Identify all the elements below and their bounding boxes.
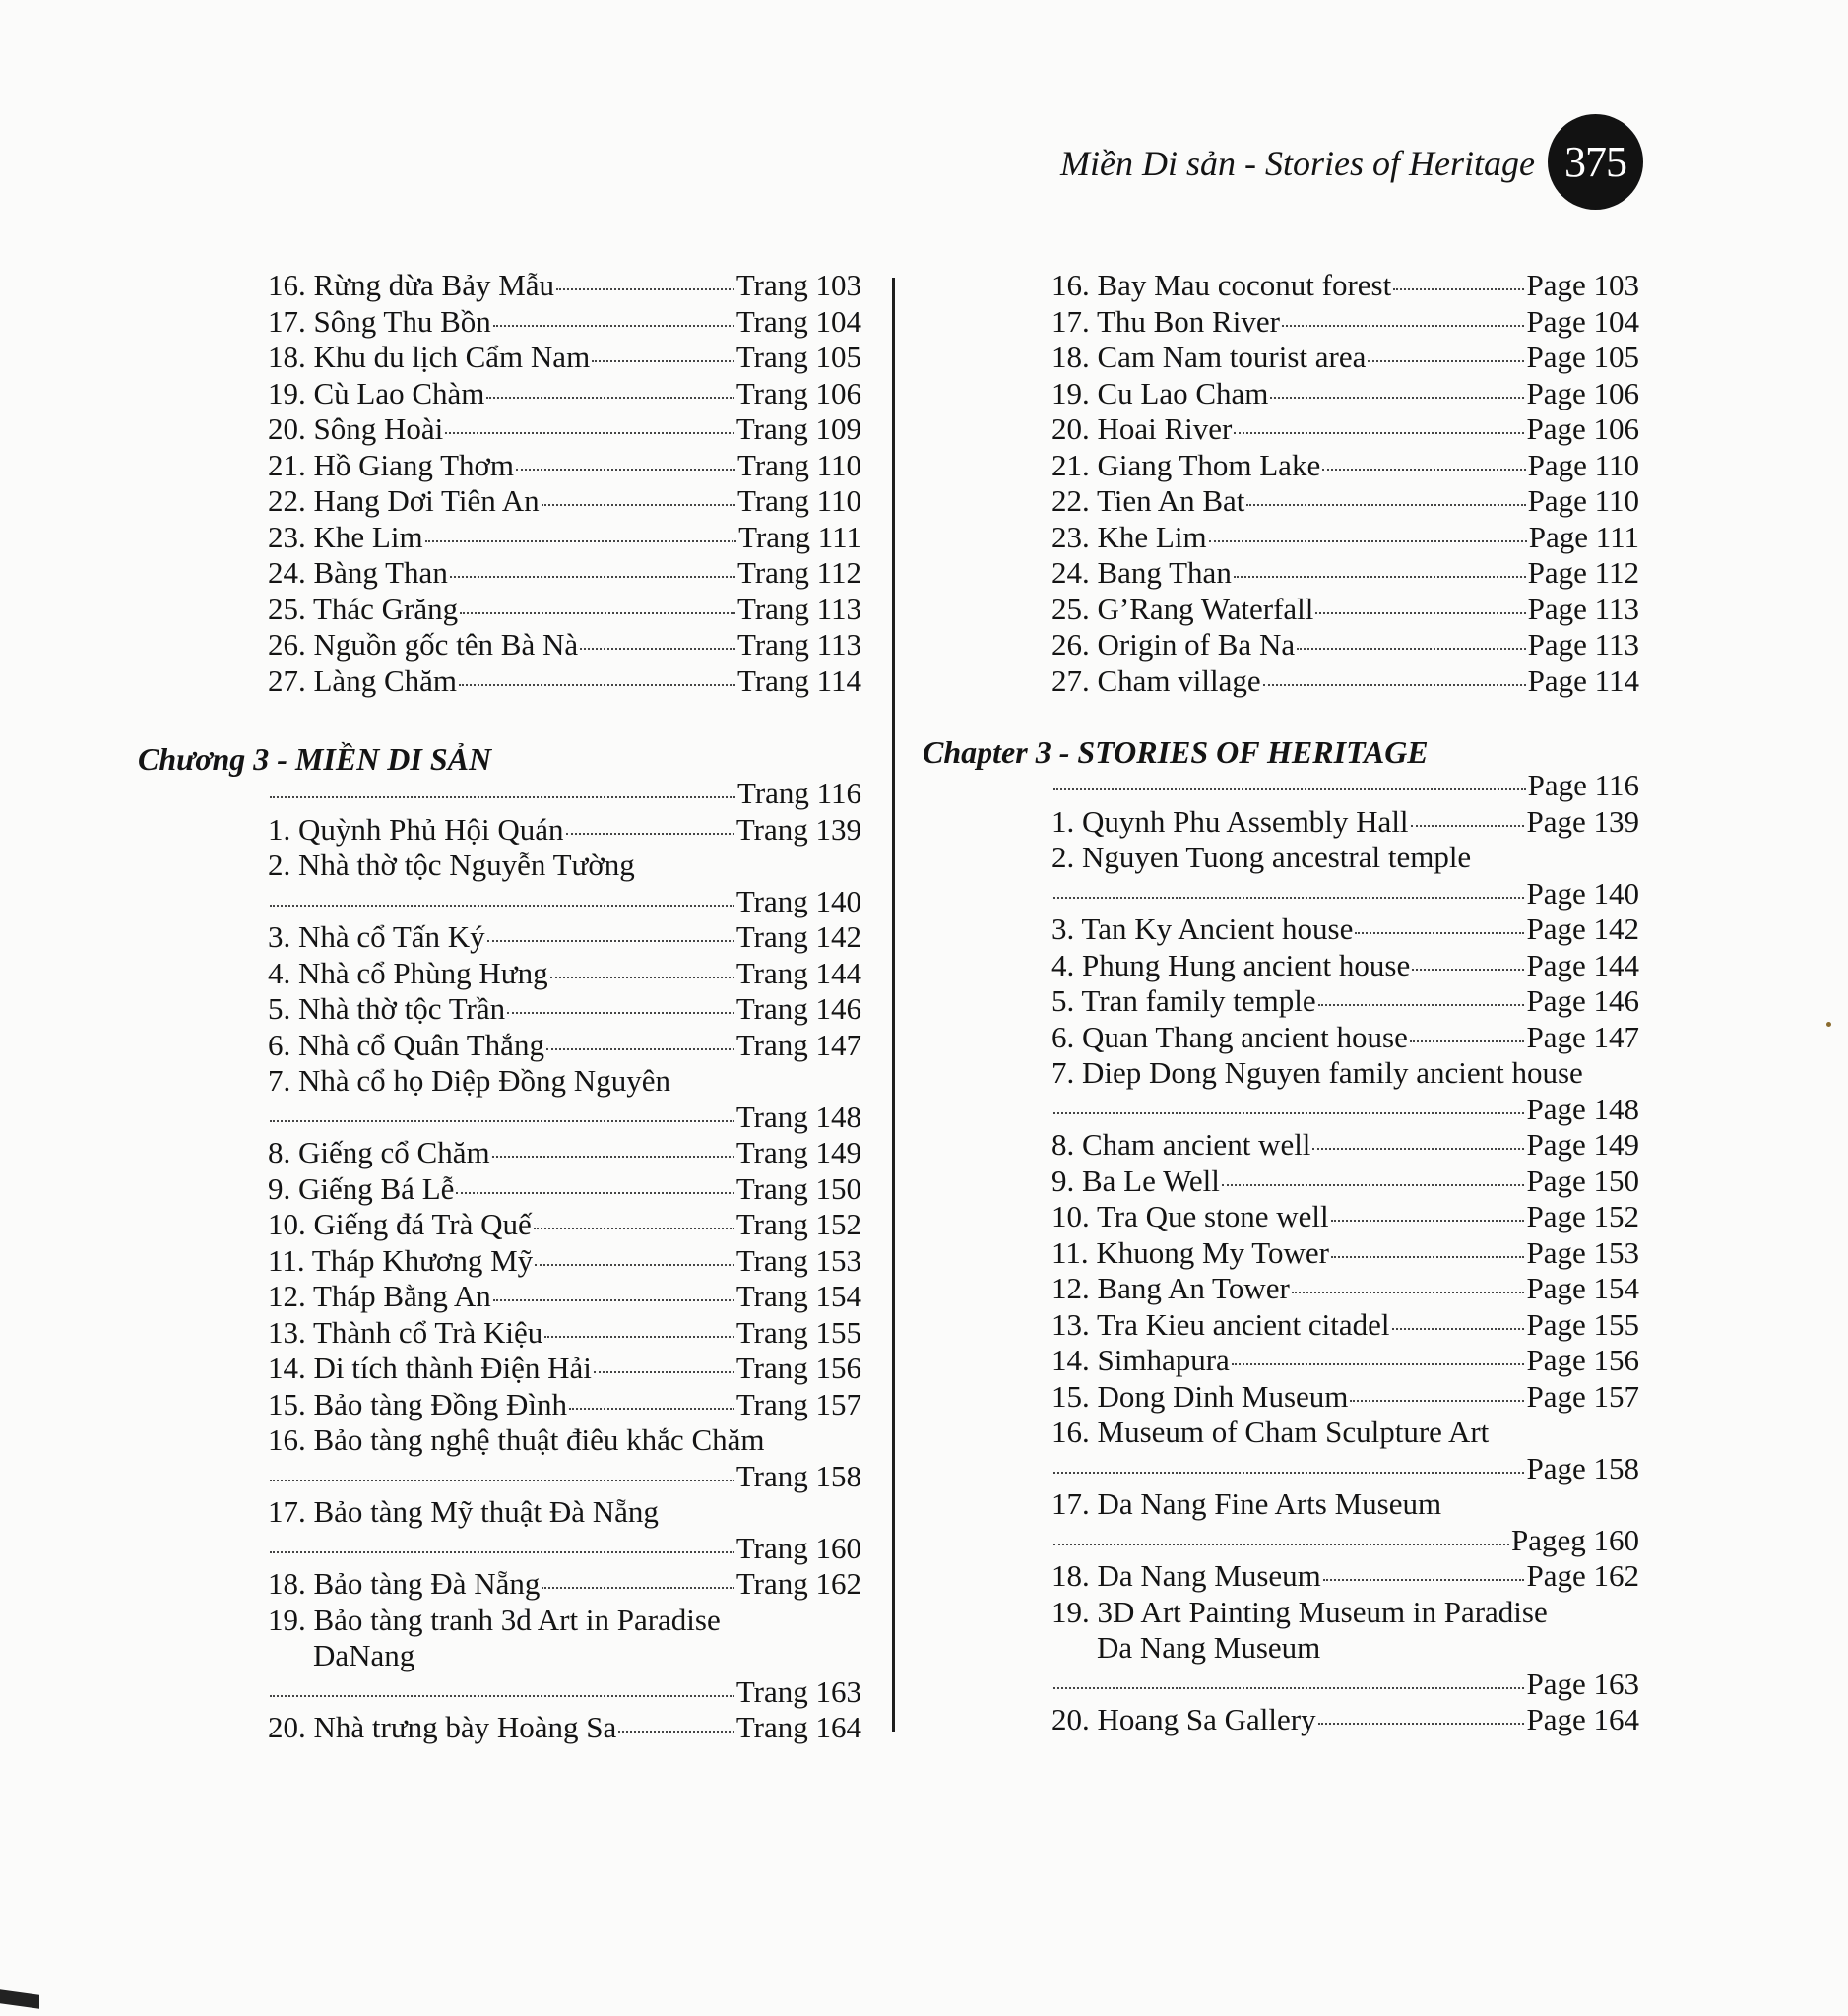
entry-title: 19. 3D Art Painting Museum in Paradise [1051,1594,1548,1629]
page-ref: Trang 164 [735,1710,861,1744]
toc-entry [1051,1164,1639,1200]
toc-entry [268,1279,861,1315]
toc-entry [1051,376,1639,412]
page-ref: Trang 113 [736,627,861,662]
toc-entry [268,1315,861,1352]
page-ref: Page 144 [1526,947,1639,982]
entry-title: 18. Da Nang Museum [1051,1558,1321,1593]
entry-title: 11. Tháp Khương Mỹ [268,1242,534,1278]
dot-leader [1392,1328,1525,1330]
dot-leader [566,833,734,835]
dot-leader [542,1587,733,1589]
entry-title: 2. Nhà thờ tộc Nguyễn Tường [268,848,635,882]
entry-title: 20. Sông Hoài [268,411,444,446]
dot-leader [445,432,734,434]
entry-title: 15. Dong Dinh Museum [1051,1378,1349,1414]
toc-entry [268,483,861,520]
page-ref: Page 139 [1526,803,1639,839]
dot-leader [569,1408,734,1410]
toc-entry [268,1351,861,1387]
chapter-page-line [1051,768,1639,804]
page-ref: Page 106 [1526,411,1639,446]
entry-title: 5. Tran family temple [1051,983,1316,1018]
entry-title: 17. Sông Thu Bồn [268,303,491,339]
dot-leader [542,504,735,506]
page-ref: Page 149 [1526,1127,1639,1162]
page-ref: Trang 153 [735,1242,861,1278]
entry-title: 10. Tra Que stone well [1051,1199,1329,1233]
toc-left-list-1 [268,268,861,699]
entry-title: 23. Khe Lim [268,519,423,554]
toc-entry [1051,1343,1639,1379]
entry-title: 21. Hồ Giang Thơm [268,447,515,482]
entry-title-continued: DaNang [313,1638,415,1672]
toc-entry [1051,1235,1639,1272]
chapter-page-line [268,776,861,812]
scan-edge-mark [0,1989,39,2009]
page-ref: Trang 160 [735,1530,861,1565]
entry-title: 26. Nguồn gốc tên Bà Nà [268,627,579,662]
entry-title: 6. Nhà cổ Quân Thắng [268,1027,544,1062]
toc-entry-title-line [268,848,861,884]
page-ref: Page 156 [1526,1343,1639,1377]
dot-leader [1053,788,1526,790]
dot-leader [270,796,735,798]
page-ref: Trang 149 [735,1135,861,1169]
dot-leader [1318,1004,1525,1006]
toc-entry [1051,1127,1639,1164]
page-ref: Trang 106 [735,375,861,410]
dot-leader [1411,825,1525,827]
page-ref: Page 157 [1526,1378,1639,1414]
toc-entry [268,1387,861,1423]
toc-entry-title-line [268,1494,861,1531]
dot-leader [1318,1723,1525,1725]
entry-title: 15. Bảo tàng Đồng Đình [268,1386,567,1421]
entry-title: 5. Nhà thờ tộc Trần [268,991,506,1026]
page-ref: Trang 142 [735,919,861,954]
entry-title: 20. Hoai River [1051,411,1233,446]
dot-leader [1331,1220,1525,1222]
toc-entry-page-line [268,1100,861,1136]
dot-leader [1053,897,1524,899]
dot-leader [425,540,737,542]
toc-entry [1051,520,1639,556]
toc-entry [1051,804,1639,841]
page-ref: Trang 147 [735,1027,861,1062]
page-ref: Trang 103 [735,268,861,302]
page-ref: Page 113 [1527,591,1639,626]
entry-title: 17. Thu Bon River [1051,303,1280,339]
toc-entry-page-line [1051,1667,1639,1703]
toc-entry [268,956,861,992]
dot-leader [1053,1687,1524,1689]
toc-entry-page-line [268,1459,861,1495]
entry-title: 18. Cam Nam tourist area [1051,340,1367,374]
page-ref: Page 152 [1526,1199,1639,1233]
toc-entry-title-continuation [1051,1630,1639,1667]
toc-entry [268,1028,861,1064]
page-ref: Page 146 [1526,983,1639,1018]
page-ref: Trang 139 [735,811,861,847]
entry-title: 6. Quan Thang ancient house [1051,1019,1408,1054]
dot-leader [1312,1148,1524,1150]
entry-title: 12. Bang An Tower [1051,1271,1290,1305]
dot-leader [493,325,734,327]
entry-title: 1. Quynh Phu Assembly Hall [1051,803,1409,839]
page-ref: Page 103 [1526,268,1639,302]
entry-title: 22. Tien An Bat [1051,483,1245,518]
dot-leader [270,905,734,907]
dot-leader [270,1551,734,1553]
dot-leader [1350,1400,1524,1402]
page-ref: Page 114 [1527,662,1639,698]
dot-leader [550,976,734,978]
toc-entry [268,1710,861,1746]
entry-title: 20. Hoang Sa Gallery [1051,1702,1316,1736]
toc-entry [1051,340,1639,376]
page-ref: Page 154 [1526,1271,1639,1305]
entry-title: 20. Nhà trưng bày Hoàng Sa [268,1710,617,1744]
toc-entry [1051,627,1639,663]
page-ref: Trang 112 [736,555,861,590]
toc-entry [1051,448,1639,484]
toc-entry-title-line [1051,1415,1639,1451]
page-ref: Trang 163 [735,1673,861,1709]
toc-entry-title-line [268,1063,861,1100]
page-ref: Page 104 [1526,303,1639,339]
entry-title: 9. Giếng Bá Lễ [268,1170,455,1206]
toc-left-column-part1 [268,268,861,699]
entry-title: 25. G’Rang Waterfall [1051,591,1314,626]
toc-entry [268,304,861,341]
entry-title: 22. Hang Dơi Tiên An [268,483,540,518]
toc-entry [1051,663,1639,700]
dot-leader [1053,1112,1524,1114]
entry-title: 10. Giếng đá Trà Quế [268,1207,532,1241]
page-header [0,0,1848,226]
entry-title: 18. Bảo tàng Đà Nẵng [268,1566,541,1601]
toc-entry [268,1566,861,1603]
toc-entry-page-line [268,1674,861,1711]
entry-title-continued: Da Nang Museum [1097,1630,1321,1665]
toc-right-list-1 [1051,268,1639,699]
toc-entry [268,448,861,484]
dot-leader [618,1731,734,1732]
dot-leader [1209,540,1527,542]
toc-entry [268,1207,861,1243]
entry-title: 14. Simhapura [1051,1343,1230,1377]
toc-entry [268,919,861,956]
toc-entry [1051,1379,1639,1416]
page-ref: Trang 156 [735,1351,861,1385]
page-ref: Trang 144 [735,955,861,990]
dot-leader [487,940,734,942]
toc-entry-page-line [1051,1523,1639,1559]
toc-entry [268,411,861,448]
page-ref: Page 106 [1526,375,1639,410]
entry-title: 18. Khu du lịch Cẩm Nam [268,340,591,374]
dot-leader [1410,1040,1525,1042]
toc-entry [1051,912,1639,948]
toc-right-column-part2 [1051,768,1639,1738]
dot-leader [456,1192,733,1194]
page-ref: Page 110 [1527,483,1639,518]
page-ref: Page 112 [1527,555,1639,590]
toc-entry-page-line [268,1531,861,1567]
dot-leader [546,1048,734,1050]
page-ref: Page 163 [1526,1666,1639,1701]
toc-right-column-part1 [1051,268,1639,699]
dot-leader [1053,1472,1524,1474]
entry-title: 19. Cu Lao Cham [1051,375,1269,410]
entry-title: 7. Diep Dong Nguyen family ancient house [1051,1055,1583,1090]
entry-title: 4. Nhà cổ Phùng Hưng [268,955,548,990]
entry-title: 24. Bang Than [1051,555,1232,590]
entry-title: 26. Origin of Ba Na [1051,627,1296,662]
entry-title: 8. Cham ancient well [1051,1127,1311,1162]
page-ref: Page 148 [1526,1091,1639,1126]
page-ref: Page 147 [1526,1019,1639,1054]
dot-leader [1412,969,1524,971]
dot-leader [492,1156,734,1158]
entry-title: 3. Nhà cổ Tấn Ký [268,919,485,954]
entry-title: 8. Giếng cổ Chăm [268,1135,490,1169]
page-ref: Trang 148 [735,1099,861,1134]
dot-leader [486,397,733,399]
page-ref: Trang 114 [736,662,861,698]
toc-entry [1051,411,1639,448]
page-ref: Trang 110 [736,447,861,482]
page-ref: Trang 157 [735,1386,861,1421]
dot-leader [1263,684,1526,686]
toc-entry-page-line [268,884,861,920]
dot-leader [535,1264,734,1266]
dot-leader [1234,432,1524,434]
dot-leader [270,1480,734,1481]
toc-entry-title-line [1051,1595,1639,1631]
toc-entry [268,340,861,376]
dot-leader [556,288,734,290]
entry-title: 16. Rừng dừa Bảy Mẫu [268,268,555,302]
dot-leader [1234,576,1526,578]
dot-leader [1232,1363,1525,1365]
dot-leader [270,1120,734,1122]
page-ref: Page 116 [1527,768,1639,802]
toc-entry [268,663,861,700]
entry-title: 17. Bảo tàng Mỹ thuật Đà Nẵng [268,1494,659,1529]
dot-leader [1315,612,1525,614]
toc-entry-page-line [1051,876,1639,913]
page-number-badge: 375 [1548,114,1643,210]
entry-title: 12. Tháp Bằng An [268,1279,491,1313]
dot-leader [516,469,735,471]
page-ref: Page 111 [1528,519,1639,554]
dot-leader [507,1012,734,1014]
toc-entry [268,991,861,1028]
toc-entry [1051,1702,1639,1738]
entry-title: 4. Phung Hung ancient house [1051,947,1411,982]
page-ref: Trang 158 [735,1458,861,1493]
toc-entry [268,592,861,628]
page-ref: Trang 116 [736,776,861,810]
dot-leader [1292,1292,1525,1293]
page-ref: Page 140 [1526,875,1639,911]
toc-entry [268,520,861,556]
page-ref: Trang 105 [735,340,861,374]
page-ref: Page 105 [1526,340,1639,374]
dot-leader [1222,1184,1525,1186]
toc-entry-title-continuation [268,1638,861,1674]
toc-right-list-2 [1051,804,1639,1738]
dot-leader [534,1228,734,1229]
running-header-title: Miền Di sản - Stories of Heritage [1060,144,1535,183]
toc-entry [268,268,861,304]
dot-leader [1355,932,1524,934]
page-ref: Page 142 [1526,912,1639,946]
toc-left-column-part2 [268,776,861,1746]
entry-title: 13. Tra Kieu ancient citadel [1051,1306,1390,1342]
dot-leader [592,360,734,362]
dot-leader [1246,504,1525,506]
dot-leader [580,648,735,650]
toc-entry [1051,555,1639,592]
toc-entry [1051,948,1639,984]
page-ref: Trang 113 [736,591,861,626]
entry-title: 19. Cù Lao Chàm [268,375,485,410]
page-ref: Trang 150 [735,1170,861,1206]
entry-title: 25. Thác Grăng [268,591,459,626]
toc-entry [268,627,861,663]
entry-title: 16. Bảo tàng nghệ thuật điêu khắc Chăm [268,1422,765,1457]
entry-title: 9. Ba Le Well [1051,1163,1220,1198]
entry-title: 24. Bàng Than [268,555,448,590]
dot-leader [1368,360,1524,362]
dot-leader [1270,397,1524,399]
chapter-heading-en: Chapter 3 - STORIES OF HERITAGE [923,734,1429,770]
page-ref: Page 162 [1526,1558,1639,1593]
toc-entry [268,555,861,592]
toc-entry-title-line [1051,840,1639,876]
entry-title: 2. Nguyen Tuong ancestral temple [1051,840,1472,874]
dot-leader [1393,288,1524,290]
entry-title: 1. Quỳnh Phủ Hội Quán [268,811,564,847]
dot-leader [1323,1579,1525,1581]
toc-entry [1051,1271,1639,1307]
toc-entry [268,1243,861,1280]
page-ref: Trang 146 [735,991,861,1026]
toc-entry-page-line [1051,1092,1639,1128]
toc-entry-title-line [268,1603,861,1639]
dot-leader [450,576,735,578]
dot-leader [1297,648,1526,650]
entry-title: 3. Tan Ky Ancient house [1051,912,1354,946]
toc-entry [268,1171,861,1208]
dot-leader [1322,469,1525,471]
dot-leader [1053,1544,1509,1545]
page-ref: Trang 104 [735,303,861,339]
entry-title: 14. Di tích thành Điện Hải [268,1351,592,1385]
toc-entry-page-line [1051,1451,1639,1487]
toc-entry [1051,592,1639,628]
page-ref: Trang 162 [735,1566,861,1601]
page-ref: Trang 152 [735,1207,861,1241]
entry-title: 16. Bay Mau coconut forest [1051,268,1392,302]
entry-title: 27. Làng Chăm [268,662,457,698]
dot-leader [1331,1256,1525,1258]
dot-leader [1282,325,1525,327]
toc-entry [1051,268,1639,304]
scan-speck [1826,1022,1831,1027]
page-ref: Page 155 [1526,1306,1639,1342]
page-ref: Trang 140 [735,883,861,918]
column-divider [892,278,895,1732]
toc-entry [1051,1199,1639,1235]
toc-entry [1051,1307,1639,1344]
page-ref: Trang 110 [736,483,861,518]
page-ref: Page 158 [1526,1450,1639,1485]
dot-leader [460,612,735,614]
toc-entry [268,812,861,849]
page-ref: Trang 111 [738,519,861,554]
entry-title: 21. Giang Thom Lake [1051,447,1321,482]
entry-title: 11. Khuong My Tower [1051,1234,1329,1270]
page-ref: Page 164 [1526,1702,1639,1736]
toc-left-list-2 [268,812,861,1746]
toc-entry-title-line [268,1422,861,1459]
toc-entry-title-line [1051,1486,1639,1523]
chapter-heading-vi: Chương 3 - MIỀN DI SẢN [138,741,492,777]
entry-title: 7. Nhà cổ họ Diệp Đồng Nguyên [268,1063,670,1098]
page-ref: Trang 109 [735,411,861,446]
page-ref: Pageg 160 [1510,1522,1639,1557]
toc-entry [1051,1020,1639,1056]
dot-leader [594,1371,734,1373]
page-ref: Page 153 [1526,1234,1639,1270]
dot-leader [270,1695,734,1697]
dot-leader [459,684,735,686]
page-ref: Trang 155 [735,1314,861,1350]
entry-title: 23. Khe Lim [1051,519,1207,554]
page-ref: Trang 154 [735,1279,861,1313]
toc-entry [1051,1558,1639,1595]
entry-title: 16. Museum of Cham Sculpture Art [1051,1415,1490,1449]
dot-leader [544,1336,734,1338]
page-ref: Page 110 [1527,447,1639,482]
entry-title: 13. Thành cổ Trà Kiệu [268,1314,543,1350]
entry-title: 27. Cham village [1051,662,1261,698]
toc-entry [268,1135,861,1171]
page-ref: Page 150 [1526,1163,1639,1198]
toc-entry [1051,483,1639,520]
page-ref: Page 113 [1527,627,1639,662]
toc-entry-title-line [1051,1055,1639,1092]
toc-entry [1051,304,1639,341]
dot-leader [493,1299,734,1301]
toc-entry [268,376,861,412]
entry-title: 19. Bảo tàng tranh 3d Art in Paradise [268,1602,721,1637]
entry-title: 17. Da Nang Fine Arts Museum [1051,1486,1442,1521]
toc-entry [1051,983,1639,1020]
